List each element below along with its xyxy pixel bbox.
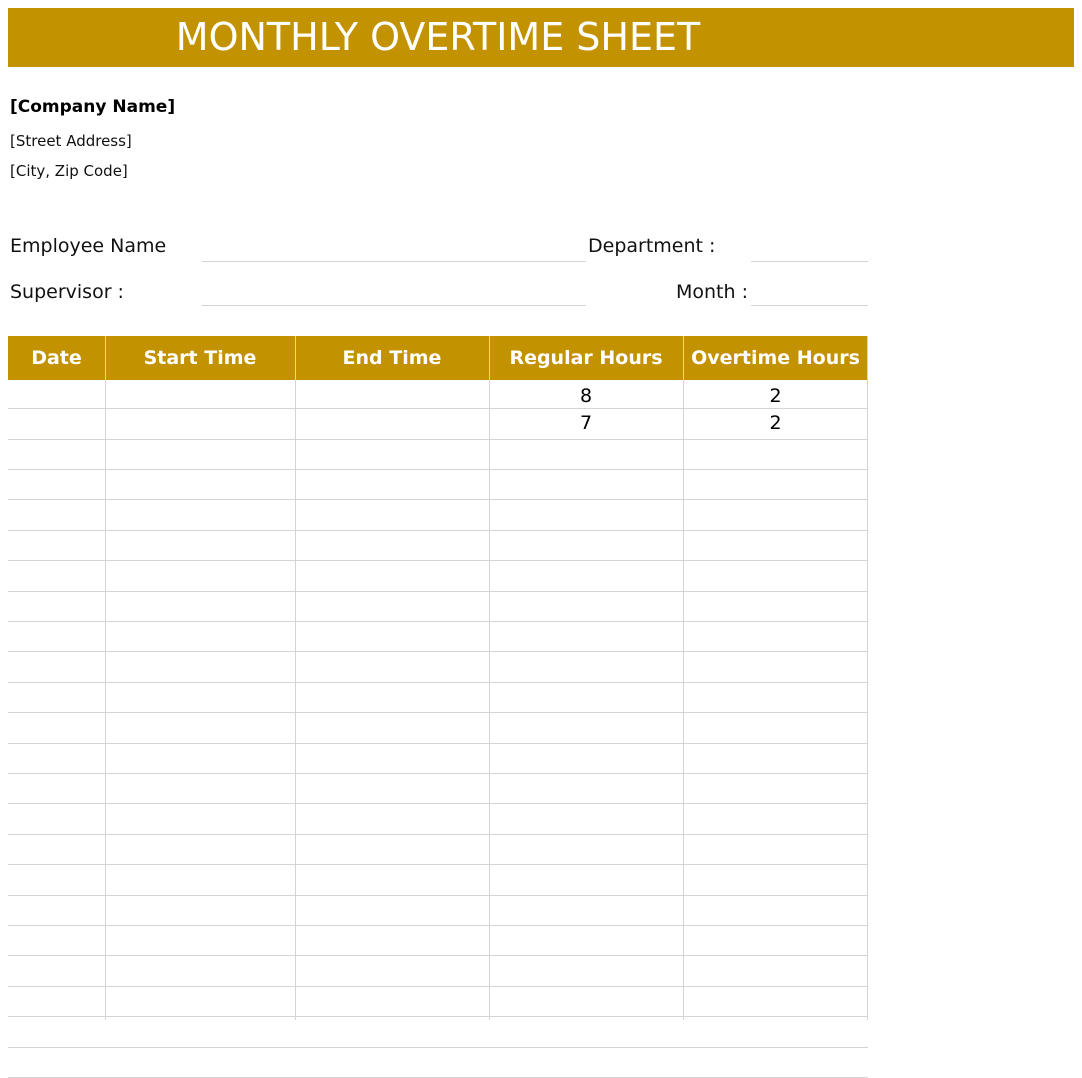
overtime-hours-cell[interactable]: 2 (769, 412, 782, 434)
regular-hours-cell[interactable]: 8 (579, 385, 593, 407)
row-divider (8, 712, 868, 713)
row-divider (8, 560, 868, 561)
row-divider (8, 439, 868, 440)
employee-name-field[interactable] (202, 261, 586, 262)
row-divider (8, 651, 868, 652)
row-divider (8, 803, 868, 804)
row-divider (8, 682, 868, 683)
row-divider (8, 986, 868, 987)
row-divider (8, 773, 868, 774)
row-divider (8, 834, 868, 835)
company-name[interactable]: [Company Name] (10, 97, 176, 117)
overtime-hours-cell[interactable]: 2 (769, 385, 782, 407)
row-divider (8, 1047, 868, 1048)
row-divider (8, 955, 868, 956)
overtime-table (8, 336, 868, 1020)
row-divider (8, 895, 868, 896)
supervisor-field[interactable] (202, 305, 586, 306)
regular-hours-cell[interactable]: 7 (579, 412, 593, 434)
row-divider (8, 591, 868, 592)
row-divider (8, 408, 868, 409)
header-start-time: Start Time (143, 347, 257, 369)
header-overtime-hours: Overtime Hours (691, 347, 860, 369)
month-field[interactable] (751, 305, 868, 306)
row-divider (8, 530, 868, 531)
department-field[interactable] (751, 261, 868, 262)
row-divider (8, 499, 868, 500)
row-divider (8, 925, 868, 926)
month-label: Month : (676, 281, 748, 303)
city-zip[interactable]: [City, Zip Code] (10, 162, 128, 180)
header-regular-hours: Regular Hours (509, 347, 663, 369)
header-date: Date (31, 347, 82, 369)
employee-name-label: Employee Name (10, 235, 167, 257)
header-end-time: End Time (342, 347, 442, 369)
row-divider (8, 1016, 868, 1017)
supervisor-label: Supervisor : (10, 281, 124, 303)
sheet-title: MONTHLY OVERTIME SHEET (175, 15, 701, 59)
row-divider (8, 864, 868, 865)
table-header-row (8, 336, 868, 380)
row-divider (8, 621, 868, 622)
department-label: Department : (588, 235, 716, 257)
street-address[interactable]: [Street Address] (10, 132, 132, 150)
title-banner (8, 8, 1074, 67)
row-divider (8, 469, 868, 470)
row-divider (8, 743, 868, 744)
